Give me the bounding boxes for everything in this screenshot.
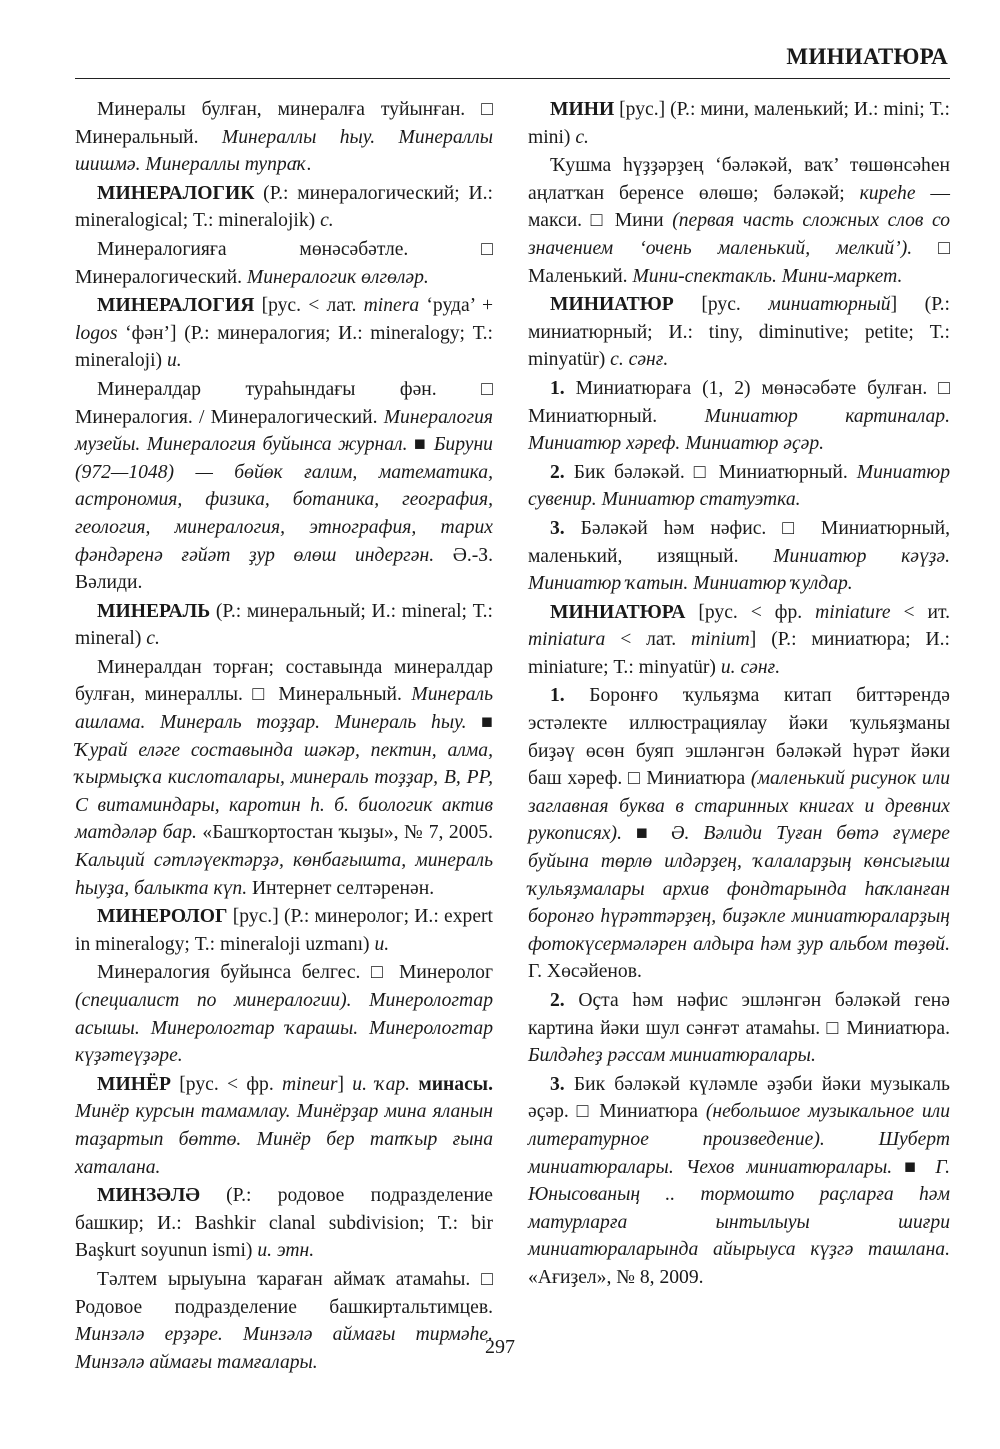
italic-text: (небольшое музыкальное или литературное произведение). Шуберт миниатюралары. Чехов миниатюралары. <box>528 1101 950 1178</box>
body-text: ■ <box>621 823 671 845</box>
right-column <box>528 96 950 1293</box>
italic-text: с. <box>575 126 589 148</box>
headword-text: минасы. <box>418 1073 493 1095</box>
italic-text: Миниатюр картиналар. Миниатюр хәреф. Миниатюр әҫәр. <box>528 405 950 455</box>
italic-text: Мини-спектакль. Мини-маркет. <box>632 265 903 287</box>
headword-text: 1. <box>550 685 565 707</box>
body-text: Боронғо ҡульяҙма китап биттәрендә эстәлекте иллюстрациялау йәки ҡульяҙманы биҙәү өсөн буяп эшләнгән бәләкәй һүрәт йәки баш хәреф. □ Миниатюра <box>528 685 950 790</box>
body-text: ‘руда’ + <box>419 295 493 317</box>
italic-text: (маленький рисунок или заглавная буква в старинных книгах и древних рукописях). <box>528 768 951 845</box>
body-text: ‘фән’] (Р.: минералогия; И.: mineralogy; Т.: mineraloji) <box>75 322 493 372</box>
body-text: ] (Р.: миниатюра; И.: miniature; Т.: minyatür) <box>528 629 950 678</box>
italic-text: miniatura <box>528 629 606 651</box>
headword-text: МИНЕРАЛЬ <box>97 600 211 622</box>
body-text: < лат. <box>605 629 691 651</box>
body-text: [рус. < фр. <box>171 1073 282 1095</box>
entry-paragraph <box>75 1071 493 1181</box>
italic-text: Минзәлә ерҙәре. Минзәлә аймағы тирмәһе. Минзәлә аймағы тамғалары. <box>75 1324 493 1373</box>
entry-paragraph <box>528 152 950 290</box>
body-text: Минералогия буйынса белгес. □ Минеролог <box>97 962 493 984</box>
italic-text: киреһе <box>859 182 916 204</box>
body-text: Интернет селтәренән. <box>247 877 435 899</box>
italic-text: с. <box>146 628 160 650</box>
headword-text: МИНЕРАЛОГИЯ <box>97 295 255 317</box>
italic-text: и. сәнғ. <box>720 656 781 678</box>
headword-text: МИНЗӘЛӘ <box>97 1185 200 1207</box>
body-text: «Ағиҙел», № 8, 2009. <box>528 1266 704 1288</box>
italic-text: Минёр курсын тамамлау. Минёрҙар мина яланын таҙартып бөттө. Минёр бер тапҡыр ғына хаталана. <box>75 1101 493 1178</box>
headword-text: 1. <box>550 377 565 399</box>
headword-text: МИНЕРАЛОГИК <box>97 182 255 204</box>
italic-text: и. ҡар. <box>352 1073 411 1095</box>
headword-text: 2. <box>550 990 565 1011</box>
entry-paragraph <box>75 180 493 235</box>
body-text: Бәләкәй һәм нәфис. □ Миниатюрный, маленький, изящный. <box>528 517 950 567</box>
entry-paragraph <box>75 1266 493 1376</box>
body-text: < ит. <box>890 601 950 623</box>
headword-text: МИНЁР <box>97 1073 172 1095</box>
headword-text: МИНИ <box>550 99 615 120</box>
body-text: Миниатюраға (1, 2) мөнәсәбәте булған. □ Миниатюрный. <box>528 377 950 427</box>
italic-text: Минераллы һыу. Минераллы шишмә. Минераллы тупраҡ. <box>75 126 493 176</box>
headword-text: 2. <box>550 461 565 483</box>
italic-text: и. <box>166 350 182 372</box>
italic-text: Минераль ашлама. Минераль тоҙҙар. Минераль һыу. <box>75 684 493 734</box>
italic-text: minera <box>363 295 420 317</box>
entry-paragraph <box>75 654 493 902</box>
body-text: Оҫта һәм нәфис эшләнгән бәләкәй генә картина йәки шул сәнғәт атамаһы. □ Миниатюра. <box>528 990 950 1039</box>
body-text: — макси. □ Мини <box>528 182 950 232</box>
body-text: Минералдан торған; составында минералдар булған, минераллы. □ Минеральный. <box>75 656 493 706</box>
body-text: (Р.: минералогический; И.: mineralogical; Т.: mineralojik) <box>75 182 493 232</box>
entry-paragraph <box>75 96 493 179</box>
body-text: Ҡушма һүҙҙәрҙең ‘бәләкәй, ваҡ’ төшөнсәһен аңлатҡан беренсе өлөшө; бәләкәй; <box>528 155 950 204</box>
entry-paragraph <box>528 375 950 458</box>
entry-paragraph <box>75 598 493 653</box>
entry-paragraph <box>528 515 950 598</box>
body-text: [рус.] (Р.: минеролог; И.: expert in mineralogy; Т.: mineraloji uzmanı) <box>75 906 493 955</box>
headword-text: МИНИАТЮРА <box>550 601 686 623</box>
italic-text: с. сәнғ. <box>610 349 669 371</box>
headword-text: 3. <box>550 517 565 539</box>
body-text: Бик бәләкәй. □ Миниатюрный. <box>564 461 857 483</box>
headword-text: МИНИАТЮР <box>550 294 674 316</box>
body-text: «Башҡортостан ҡыҙы», № 7, 2005. <box>196 822 493 844</box>
italic-text: Минералогик өлгөләр. <box>246 266 429 288</box>
body-text: Ә.-З. Вәлиди. <box>75 544 494 594</box>
italic-text: miniature <box>815 601 891 623</box>
italic-text: Бируни (972—1048) — бөйөк ғалим, математика, астрономия, физика, ботаника, география, геология, минералогия, этнография, тарих фәндәренә ғәйәт ҙур өлөш индергән. <box>75 434 493 566</box>
entry-paragraph <box>528 291 950 374</box>
italic-text: Ә. Вәлиди Туған бөтә ғүмере буйына төрлө илдәрҙең, ҡалаларҙың көнсығыш ҡульяҙмалары архив фондтарында һаҡланған боронғо һүрәттәрҙең, биҙәкле миниатюраларҙың фотокүсермәләрен алдыра һәм ҙур альбом төҙөй. <box>528 823 950 955</box>
entry-paragraph <box>528 682 950 986</box>
body-text: ] <box>337 1073 353 1095</box>
body-text: [рус. <box>673 294 769 316</box>
body-text: ] (Р.: миниатюрный; И.: tiny, diminutive; petite; Т.: minyatür) <box>528 294 950 371</box>
entry-paragraph <box>75 903 493 958</box>
body-text: Минералдар тураһындағы фән. □ Минералогия. / Минералогический. <box>75 378 493 428</box>
entry-paragraph <box>75 959 493 1069</box>
italic-text: (специалист по минералогии). Минерологтар асышы. Минерологтар ҡарашы. Минерологтар күҙәтеүҙәре. <box>75 990 493 1067</box>
italic-text: Миниатюр сувенир. Миниатюр статуэтка. <box>528 461 950 511</box>
page-number: 297 <box>485 1336 515 1358</box>
italic-text: Г. Юнысованың .. тормошто раҫларға һәм матурларға ынтылыуы шиғри миниатюраларында айырыуса күҙгә ташлана. <box>528 1156 950 1261</box>
body-text: ■ <box>466 712 494 734</box>
italic-text: и. <box>374 933 390 955</box>
body-text: [рус.] (Р.: мини, маленький; И.: mini; Т.: mini) <box>528 99 950 148</box>
body-text: Минералогияға мөнәсәбәтле. □ Минералогический. <box>75 238 493 288</box>
body-text: Минералы булған, минералға туйынған. □ Минеральный. <box>75 99 493 148</box>
italic-text: Билдәһеҙ рәссам миниатюралары. <box>528 1045 816 1067</box>
italic-text: mineur <box>281 1073 338 1095</box>
body-text: [рус. < фр. <box>685 601 816 623</box>
body-text: (Р.: минеральный; И.: mineral; Т.: mineral) <box>75 600 493 650</box>
body-text: [рус. < лат. <box>254 295 364 317</box>
headword-text: 3. <box>550 1073 565 1095</box>
entry-paragraph <box>528 96 950 151</box>
italic-text: (первая часть сложных слов со значением ‘очень маленький, мелкий’). <box>528 210 950 259</box>
running-head: МИНИАТЮРА <box>786 44 948 69</box>
italic-text: Минералогия музейы. Минералогия буйынса журнал. <box>75 406 493 456</box>
italic-text: Миниатюр кәүҙә. Миниатюр ҡатын. Миниатюр ҡулдар. <box>528 545 951 595</box>
italic-text: minium <box>691 629 750 651</box>
entry-paragraph <box>528 987 950 1070</box>
italic-text: и. этн. <box>257 1240 315 1262</box>
italic-text: Кальций сәтләүектәрҙә, көнбағышта, минераль һыуҙа, балыкта күп. <box>75 850 493 899</box>
left-column <box>75 96 493 1377</box>
italic-text: с. <box>320 210 334 232</box>
entry-paragraph <box>75 236 493 291</box>
italic-text: Ҡурай еләге составында шәкәр, пектин, алма, ҡырмыҫҡа кислоталары, минераль тоҙҙар, B, PP, C витаминдары, каротин һ. б. биологик актив матдәләр бар. <box>75 739 493 844</box>
body-text: Тәлтем ырыуына ҡараған аймаҡ атамаһы. □ Родовое подразделение башкиртальтимцев. <box>75 1268 493 1318</box>
entry-paragraph <box>528 459 950 514</box>
entry-paragraph <box>75 376 493 597</box>
entry-paragraph <box>75 1182 493 1265</box>
body-text: □ Маленький. <box>528 237 951 287</box>
italic-text: миниатюрный <box>768 294 891 316</box>
entry-paragraph <box>528 1071 950 1292</box>
body-text: ■ <box>892 1156 936 1178</box>
entry-paragraph <box>528 599 950 682</box>
body-text: ■ <box>407 434 434 456</box>
body-text: Бик бәләкәй күләмле әҙәби йәки музыкаль әҫәр. □ Миниатюра <box>528 1073 950 1123</box>
body-text: (Р.: родовое подразделение башкир; И.: Bashkir clanal subdivision; Т.: bir Başkurt soyunun ismi) <box>75 1185 493 1262</box>
italic-text: logos <box>75 322 118 344</box>
headword-text: МИНЕРОЛОГ <box>97 906 228 928</box>
header-rule <box>75 78 950 79</box>
entry-paragraph <box>75 292 493 375</box>
body-text: Г. Хөсәйенов. <box>528 961 642 983</box>
